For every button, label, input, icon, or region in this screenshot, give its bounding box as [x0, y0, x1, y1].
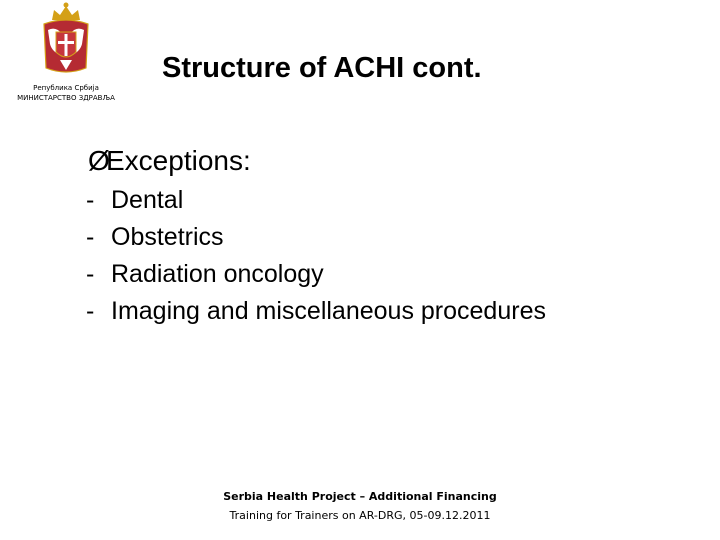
exceptions-list: [86, 182, 546, 330]
dash-bullet: -: [86, 223, 95, 251]
arrow-bullet-icon: Ø: [88, 145, 110, 176]
list-item: [86, 256, 546, 293]
list-item: [86, 293, 546, 330]
coat-of-arms-icon: [38, 0, 94, 80]
exceptions-heading-text: Exceptions:: [106, 145, 251, 176]
list-item-text: Radiation oncology: [111, 260, 324, 288]
footer-project-name: Serbia Health Project – Additional Financing: [223, 490, 497, 503]
dash-bullet: -: [86, 260, 95, 288]
exceptions-heading: [88, 145, 251, 177]
list-item-text: Imaging and miscellaneous procedures: [111, 297, 546, 325]
slide-title: Structure of ACHI cont.: [162, 52, 482, 84]
ministry-name-caption: МИНИСТАРСТВО ЗДРАВЉА: [17, 94, 115, 102]
list-item-text: Dental: [111, 186, 184, 214]
list-item-text: Obstetrics: [111, 223, 224, 251]
list-item: [86, 182, 546, 219]
footer-training-info: Training for Trainers on AR-DRG, 05-09.12.2011: [229, 509, 491, 522]
list-item: [86, 219, 546, 256]
dash-bullet: -: [86, 186, 95, 214]
dash-bullet: -: [86, 297, 95, 325]
ministry-country-caption: Република Србија: [33, 84, 99, 92]
